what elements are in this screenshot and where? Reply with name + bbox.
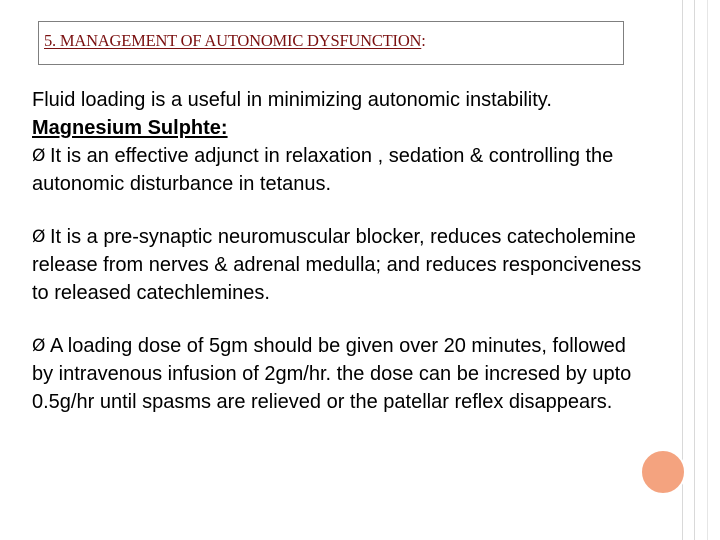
spacer bbox=[32, 307, 642, 332]
bullet-text: It is a pre-synaptic neuromuscular blocker, reduces catecholemine release from nerves & adrenal medulla; and reduces responciveness to released catechlemines. bbox=[32, 226, 642, 304]
title-box bbox=[38, 21, 624, 65]
section-heading: Magnesium Sulphte: bbox=[32, 117, 228, 139]
slide-title bbox=[44, 31, 426, 51]
slide-title-label: 5. MANAGEMENT OF AUTONOMIC DYSFUNCTION bbox=[44, 31, 422, 50]
bullet-text: It is an effective adjunct in relaxation , sedation & controlling the autonomic disturbance in tetanus. bbox=[32, 145, 614, 195]
arrow-bullet-icon: Ø bbox=[32, 146, 46, 166]
slide-body bbox=[32, 86, 642, 416]
intro-paragraph: Fluid loading is a useful in minimizing autonomic instability. bbox=[32, 89, 552, 111]
slide-title-colon: : bbox=[421, 31, 426, 50]
bullet-text: A loading dose of 5gm should be given over 20 minutes, followed by intravenous infusion of 2gm/hr. the dose can be incresed by upto 0.5g/hr until spasms are relieved or the patellar reflex disappears. bbox=[32, 335, 632, 413]
decorative-line bbox=[707, 0, 708, 540]
decorative-line bbox=[694, 0, 695, 540]
spacer bbox=[32, 198, 642, 223]
decorative-circle-icon bbox=[640, 449, 686, 495]
bullet-item bbox=[32, 142, 642, 198]
arrow-bullet-icon: Ø bbox=[32, 336, 46, 356]
arrow-bullet-icon: Ø bbox=[32, 227, 46, 247]
bullet-item bbox=[32, 332, 642, 416]
bullet-item bbox=[32, 223, 642, 307]
